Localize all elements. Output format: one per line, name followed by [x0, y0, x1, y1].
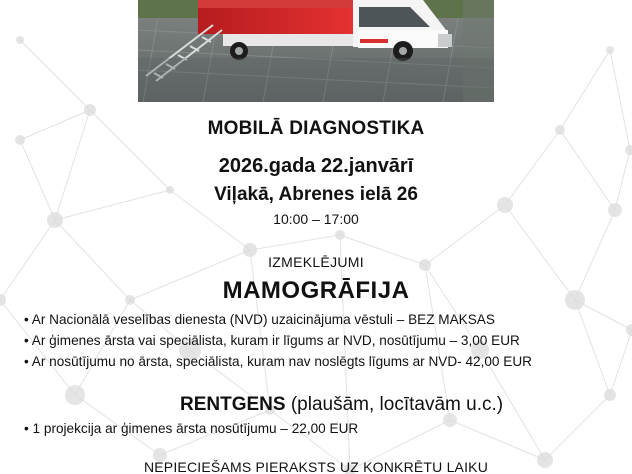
list-item: • Ar ģimenes ārsta vai speciālista, kuram ir līgums ar NVD, nosūtījumu – 3,00 EUR — [24, 330, 532, 351]
list-item: • 1 projekcija ar ģimenes ārsta nosūtījumu – 22,00 EUR — [24, 418, 358, 439]
mammography-price-list — [24, 309, 532, 372]
list-item: • Ar Nacionālā veselības dienesta (NVD) uzaicinājuma vēstuli – BEZ MAKSAS — [24, 309, 532, 330]
examinations-label: IZMEKLĒJUMI — [268, 254, 364, 270]
event-hours: 10:00 – 17:00 — [273, 211, 359, 227]
xray-subtitle: (plaušām, locītavām u.c.) — [285, 394, 504, 415]
xray-heading — [180, 394, 503, 416]
list-item: • Ar nosūtījumu no ārsta, speciālista, kuram nav noslēgts līgums ar NVD- 42,00 EUR — [24, 351, 532, 372]
xray-price-list — [24, 418, 358, 439]
event-title: MOBILĀ DIAGNOSTIKA — [207, 118, 425, 139]
xray-title: RENTGENS — [180, 394, 286, 415]
appointment-note: NEPIECIEŠAMS PIERAKSTS UZ KONKRĒTU LAIKU — [143, 459, 489, 474]
event-location: Viļakā, Abrenes ielā 26 — [214, 184, 418, 205]
mammography-title: MAMOGRĀFIJA — [222, 277, 410, 304]
event-date: 2026.gada 22.janvārī — [218, 155, 414, 177]
